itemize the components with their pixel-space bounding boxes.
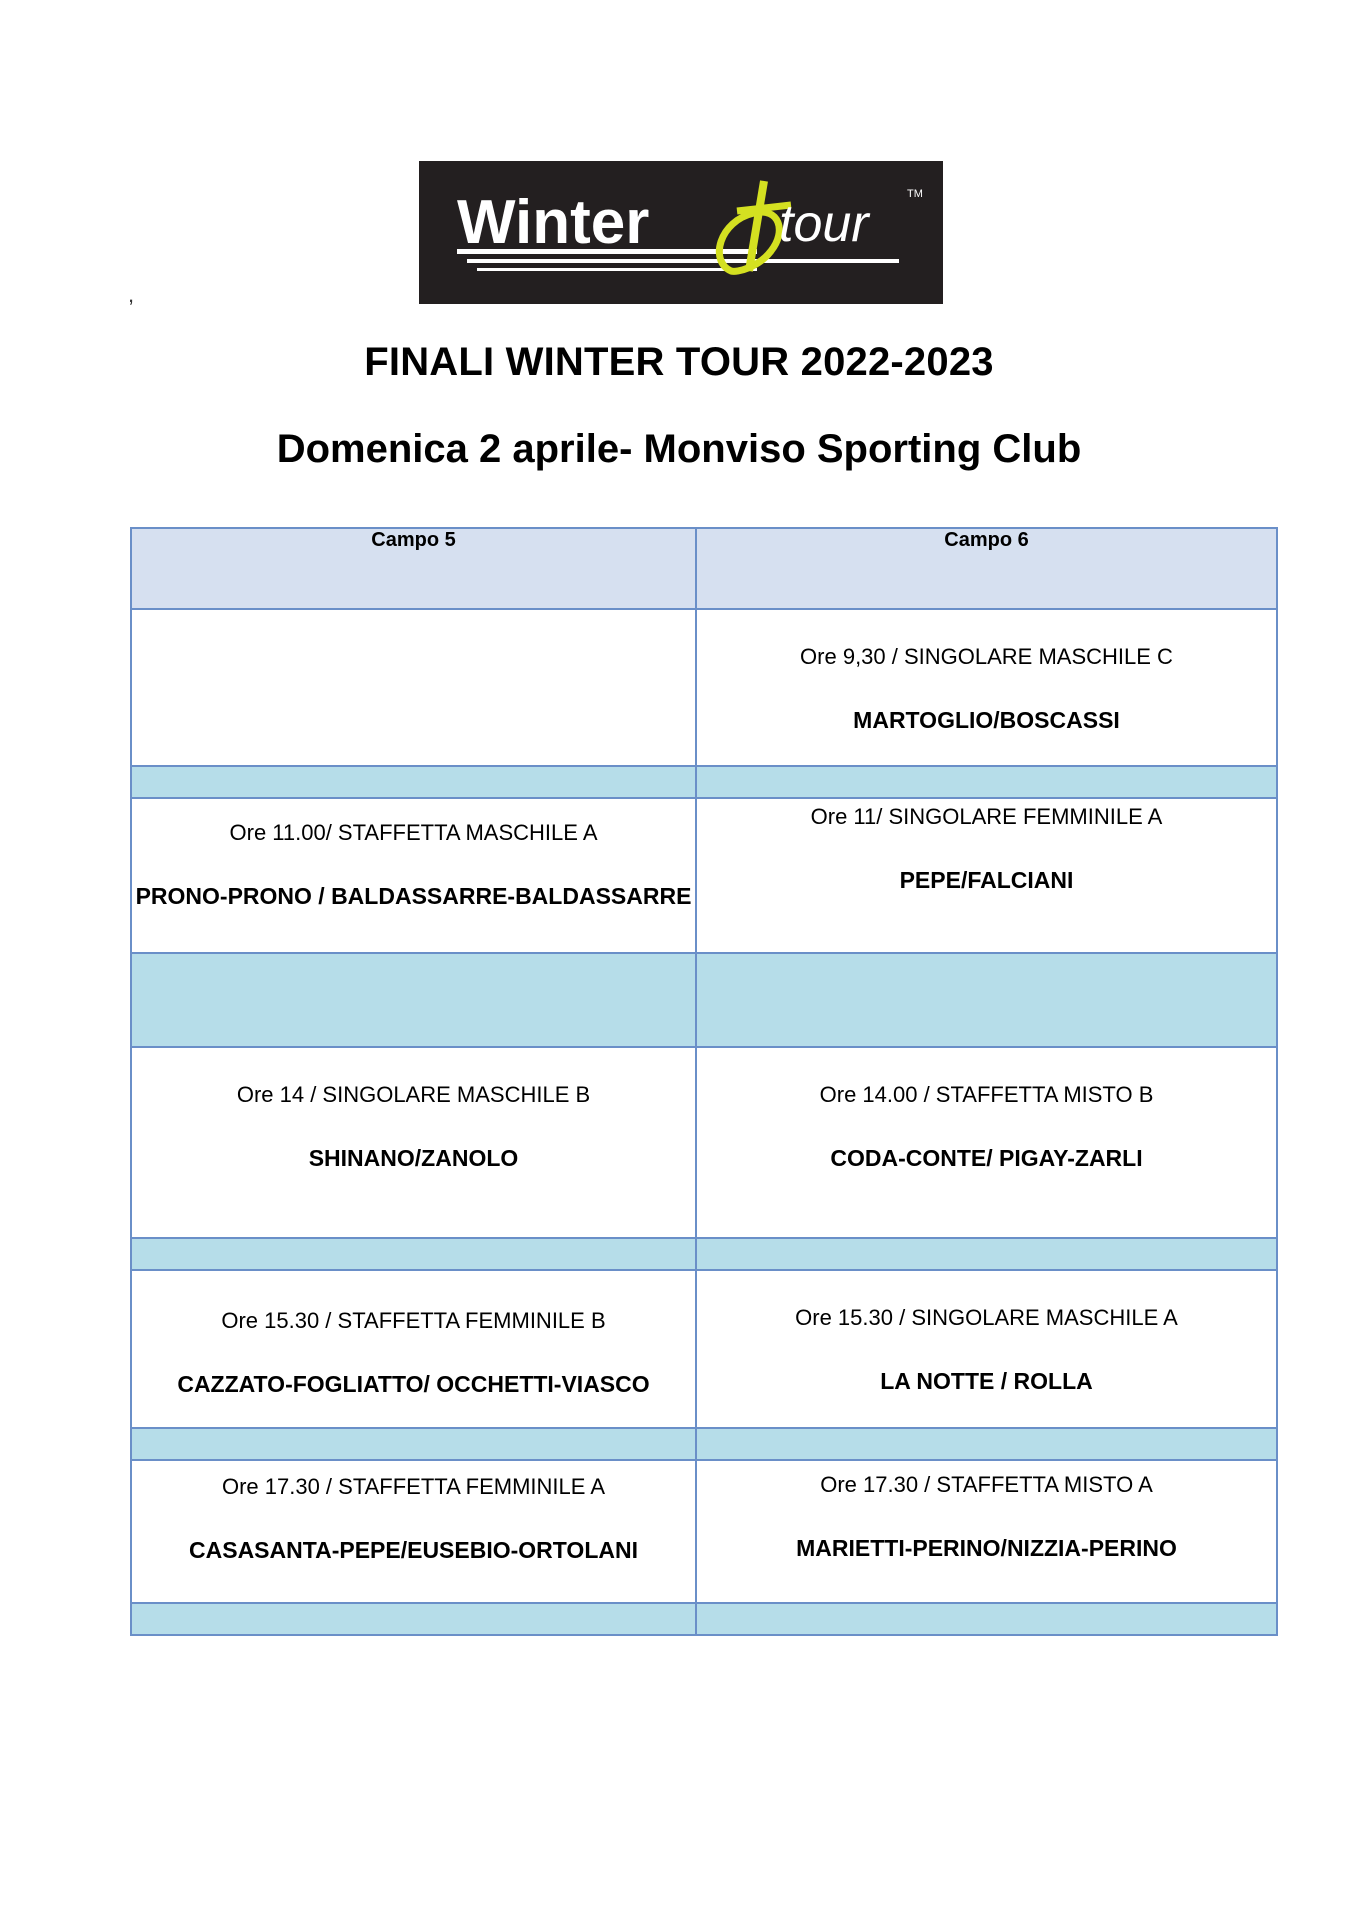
match-players: MARIETTI-PERINO/NIZZIA-PERINO — [796, 1535, 1177, 1561]
column-header-campo6: Campo 6 — [696, 528, 1277, 609]
spacer-row — [131, 1428, 1277, 1460]
wintertour-logo — [419, 161, 943, 304]
table-header-row — [131, 528, 1277, 609]
schedule-cell — [131, 798, 696, 953]
stray-comma: , — [128, 282, 135, 307]
match-time: Ore 17.30 / STAFFETTA FEMMINILE A — [221, 1474, 606, 1499]
match-time: Ore 11.00/ STAFFETTA MASCHILE A — [229, 820, 598, 845]
page-title: FINALI WINTER TOUR 2022-2023 — [364, 340, 994, 384]
match-time: Ore 14.00 / STAFFETTA MISTO B — [819, 1082, 1154, 1107]
schedule-cell — [696, 798, 1277, 953]
spacer-row — [131, 766, 1277, 798]
logo-word-winter: Winter — [457, 188, 650, 257]
match-players: SHINANO/ZANOLO — [308, 1145, 519, 1171]
spacer-row — [131, 1603, 1277, 1635]
table-row — [131, 1460, 1277, 1603]
spacer-row — [131, 953, 1277, 1047]
spacer-row — [131, 1238, 1277, 1270]
match-time: Ore 9,30 / SINGOLARE MASCHILE C — [800, 644, 1173, 669]
match-players: CAZZATO-FOGLIATTO/ OCCHETTI-VIASCO — [177, 1371, 650, 1397]
schedule-table — [130, 527, 1278, 1636]
wintertour-logo-graphic — [419, 161, 943, 304]
schedule-cell — [696, 1460, 1277, 1603]
match-time: Ore 15.30 / STAFFETTA FEMMINILE B — [221, 1308, 606, 1333]
match-time: Ore 11/ SINGOLARE FEMMINILE A — [810, 804, 1163, 829]
table-row — [131, 798, 1277, 953]
schedule-cell — [696, 1270, 1277, 1428]
match-players: CODA-CONTE/ PIGAY-ZARLI — [830, 1145, 1143, 1171]
schedule-cell — [696, 1047, 1277, 1238]
column-header-campo5: Campo 5 — [131, 528, 696, 609]
match-players: PEPE/FALCIANI — [899, 867, 1074, 893]
page-subtitle: Domenica 2 aprile- Monviso Sporting Club — [276, 427, 1082, 471]
logo-trademark: TM — [907, 188, 923, 200]
match-players: CASASANTA-PEPE/EUSEBIO-ORTOLANI — [189, 1537, 638, 1563]
table-row — [131, 609, 1277, 766]
schedule-cell — [131, 1047, 696, 1238]
match-players: LA NOTTE / ROLLA — [880, 1368, 1093, 1394]
match-players: MARTOGLIO/BOSCASSI — [853, 707, 1120, 733]
schedule-cell — [131, 609, 696, 766]
match-time: Ore 15.30 / SINGOLARE MASCHILE A — [795, 1305, 1178, 1330]
match-players: PRONO-PRONO / BALDASSARRE-BALDASSARRE — [135, 883, 692, 909]
match-time: Ore 14 / SINGOLARE MASCHILE B — [236, 1082, 591, 1107]
schedule-cell — [696, 609, 1277, 766]
table-row — [131, 1270, 1277, 1428]
logo-word-tour: tour — [779, 195, 869, 253]
schedule-cell — [131, 1270, 696, 1428]
table-row — [131, 1047, 1277, 1238]
match-time: Ore 17.30 / STAFFETTA MISTO A — [820, 1472, 1153, 1497]
schedule-cell — [131, 1460, 696, 1603]
